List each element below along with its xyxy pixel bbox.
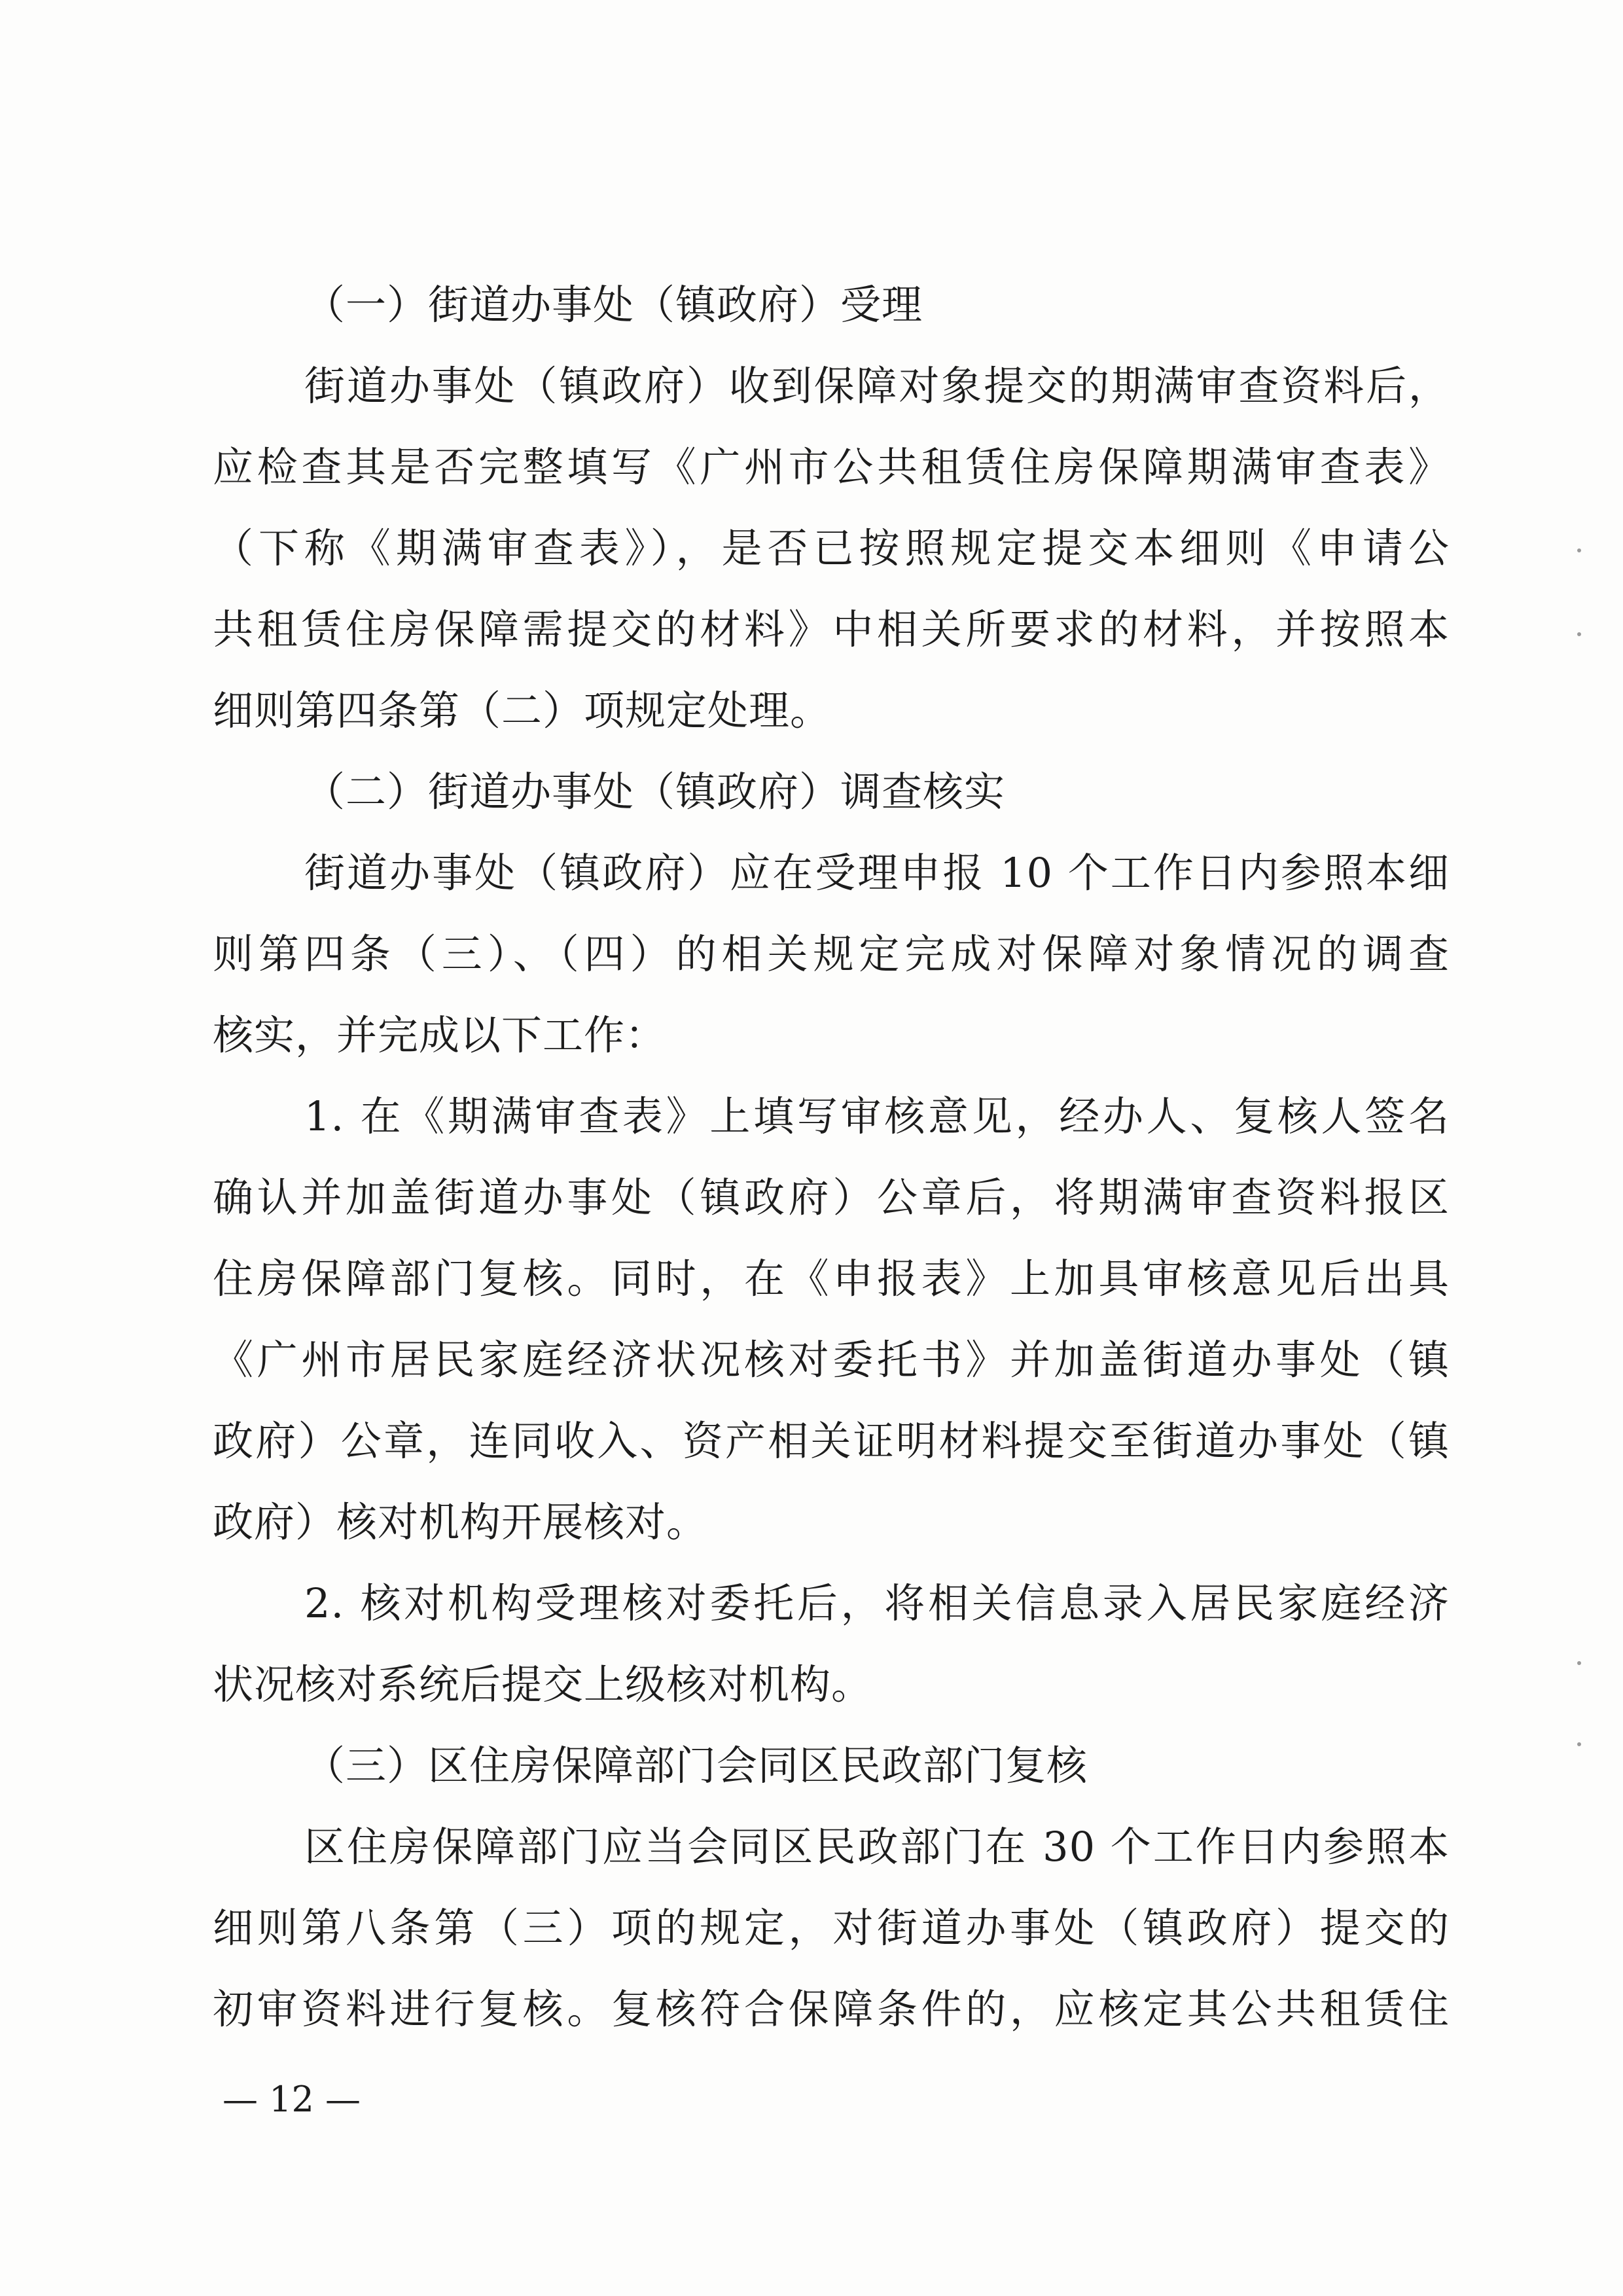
paragraph-line: 确认并加盖街道办事处（镇政府）公章后，将期满审查资料报区 xyxy=(213,1174,1450,1221)
paragraph-line: 初审资料进行复核。复核符合保障条件的，应核定其公共租赁住 xyxy=(213,1985,1450,2033)
paragraph-line: 细则第八条第（三）项的规定，对街道办事处（镇政府）提交的 xyxy=(213,1904,1450,1952)
paragraph-line: 《广州市居民家庭经济状况核对委托书》并加盖街道办事处（镇 xyxy=(213,1336,1450,1384)
scan-mark xyxy=(1577,1742,1581,1746)
page-number: — 12 — xyxy=(223,2079,361,2120)
scan-mark xyxy=(1577,632,1581,636)
list-item-1-line: 1. 在《期满审查表》上填写审核意见，经办人、复核人签名 xyxy=(304,1092,1450,1140)
section-heading-3: （三）区住房保障部门会同区民政部门复核 xyxy=(304,1742,1088,1789)
section-heading-1: （一）街道办事处（镇政府）受理 xyxy=(304,281,923,329)
paragraph-line: 区住房保障部门应当会同区民政部门在 30 个工作日内参照本 xyxy=(304,1823,1450,1871)
paragraph-line: 街道办事处（镇政府）应在受理申报 10 个工作日内参照本细 xyxy=(304,849,1450,897)
paragraph-line: 政府）公章，连同收入、资产相关证明材料提交至街道办事处（镇 xyxy=(213,1417,1450,1465)
paragraph-line: 应检查其是否完整填写《广州市公共租赁住房保障期满审查表》 xyxy=(213,443,1450,491)
list-item-2-line: 2. 核对机构受理核对委托后，将相关信息录入居民家庭经济 xyxy=(304,1579,1450,1627)
paragraph-line: 细则第四条第（二）项规定处理。 xyxy=(213,687,832,734)
paragraph-line: 住房保障部门复核。同时，在《申报表》上加具审核意见后出具 xyxy=(213,1255,1450,1302)
paragraph-line: 街道办事处（镇政府）收到保障对象提交的期满审查资料后， xyxy=(304,362,1450,410)
paragraph-line: 政府）核对机构开展核对。 xyxy=(213,1498,708,1546)
paragraph-line: （下称《期满审查表》），是否已按照规定提交本细则《申请公 xyxy=(213,524,1450,572)
scan-mark xyxy=(1577,548,1581,552)
paragraph-line: 核实，并完成以下工作： xyxy=(213,1011,667,1059)
scan-mark xyxy=(1577,1661,1581,1665)
paragraph-line: 共租赁住房保障需提交的材料》中相关所要求的材料，并按照本 xyxy=(213,605,1450,653)
paragraph-line: 则第四条（三）、（四）的相关规定完成对保障对象情况的调查 xyxy=(213,930,1450,978)
paragraph-line: 状况核对系统后提交上级核对机构。 xyxy=(213,1660,873,1708)
section-heading-2: （二）街道办事处（镇政府）调查核实 xyxy=(304,768,1006,816)
